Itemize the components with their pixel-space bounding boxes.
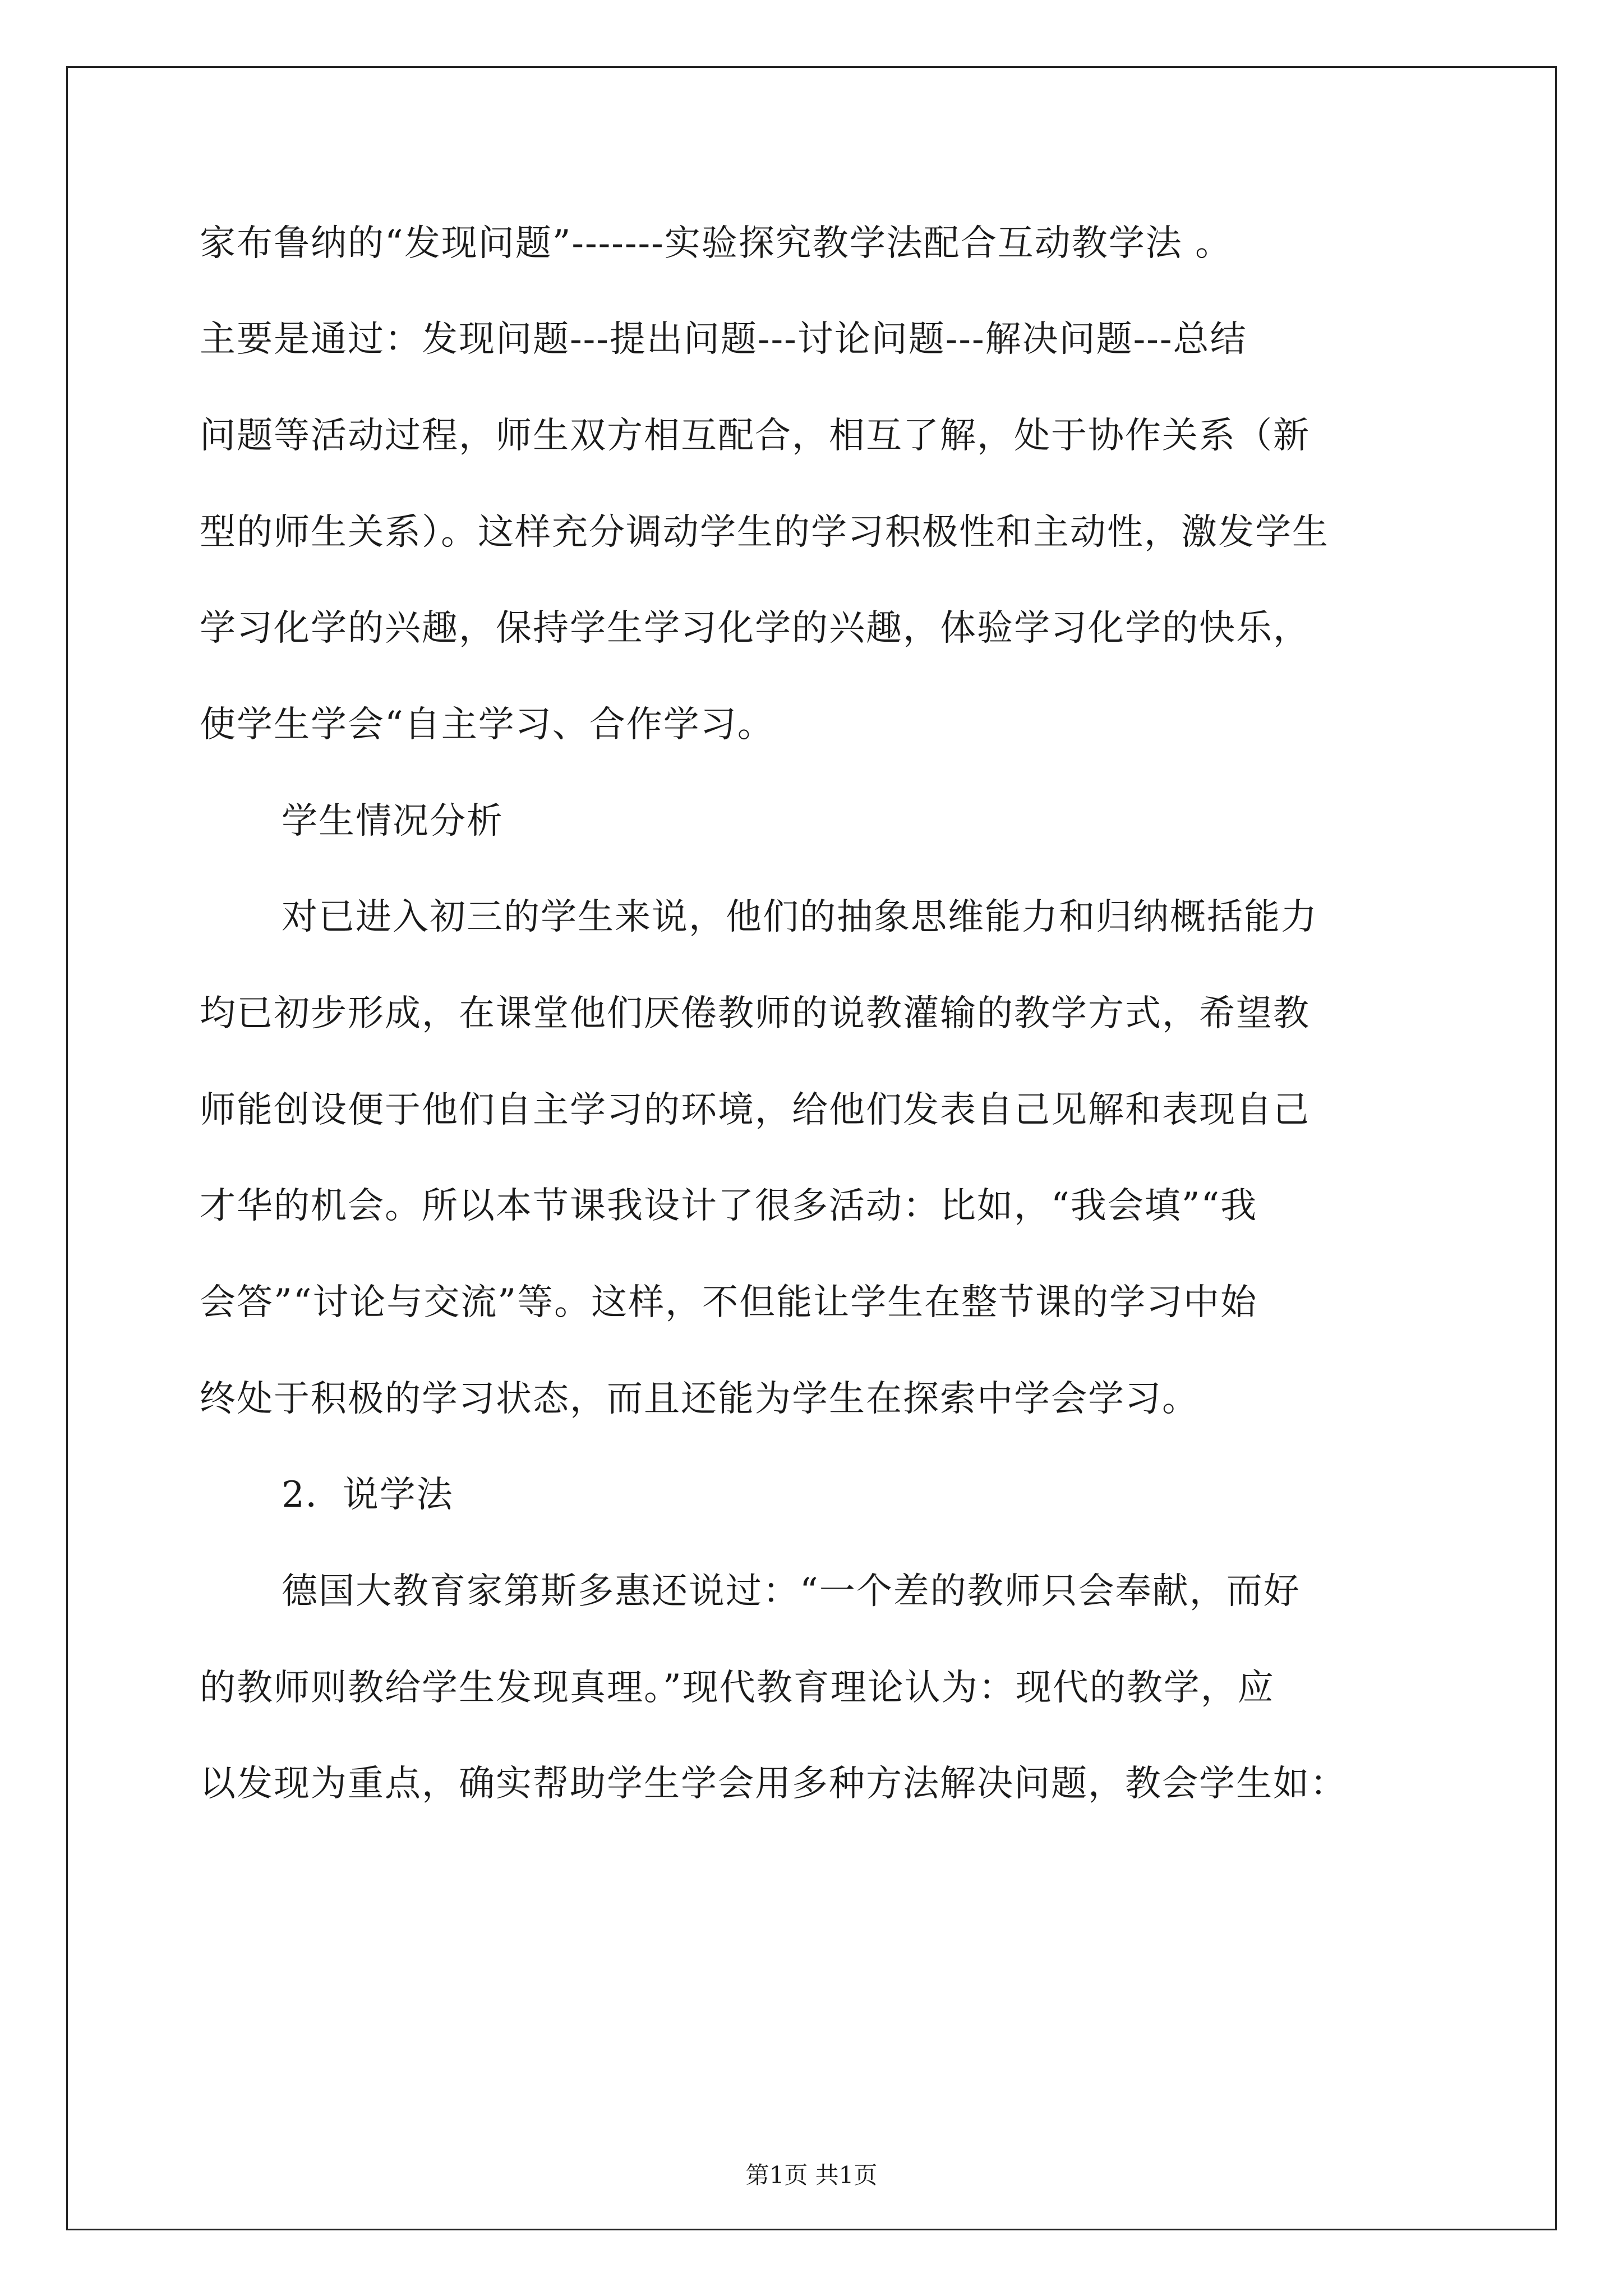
body-text-line: 型的师生关系）。这样充分调动学生的学习积极性和主动性，激发学生 <box>200 512 1329 553</box>
body-text-line: 才华的机会。所以本节课我设计了很多活动：比如，“我会填”“我 <box>200 1185 1258 1227</box>
body-text-line: 学习化学的兴趣，保持学生学习化学的兴趣，体验学习化学的快乐， <box>200 608 1310 649</box>
body-text-line: 对已进入初三的学生来说，他们的抽象思维能力和归纳概括能力 <box>282 896 1318 938</box>
body-text-line: 以发现为重点，确实帮助学生学会用多种方法解决问题，教会学生如： <box>200 1763 1347 1805</box>
body-text-line: 德国大教育家第斯多惠还说过：“一个差的教师只会奉献，而好 <box>282 1571 1301 1612</box>
body-text-line: 均已初步形成，在课堂他们厌倦教师的说教灌输的教学方式，希望教 <box>200 993 1310 1034</box>
page-border <box>66 66 1557 2230</box>
body-text-line: 主要是通过：发现问题---提出问题---讨论问题---解决问题---总结 <box>200 319 1247 360</box>
section-heading: 学生情况分析 <box>282 800 504 842</box>
body-text-line: 家布鲁纳的“发现问题”-------实验探究教学法配合互动教学法 。 <box>200 223 1233 264</box>
body-text-line: 的教师则教给学生发现真理。”现代教育理论认为：现代的教学，应 <box>200 1667 1275 1709</box>
body-text-line: 会答”“讨论与交流”等。这样，不但能让学生在整节课的学习中始 <box>200 1282 1258 1323</box>
body-text-line: 使学生学会“自主学习、合作学习。 <box>200 704 774 746</box>
body-text-line: 终处于积极的学习状态，而且还能为学生在探索中学会学习。 <box>200 1378 1199 1420</box>
body-text-line: 师能创设便于他们自主学习的环境，给他们发表自己见解和表现自己 <box>200 1089 1310 1131</box>
body-text-line: 问题等活动过程，师生双方相互配合，相互了解，处于协作关系（新 <box>200 415 1310 457</box>
section-heading: 2．说学法 <box>282 1474 454 1516</box>
page-number-footer: 第1页 共1页 <box>745 2161 878 2189</box>
